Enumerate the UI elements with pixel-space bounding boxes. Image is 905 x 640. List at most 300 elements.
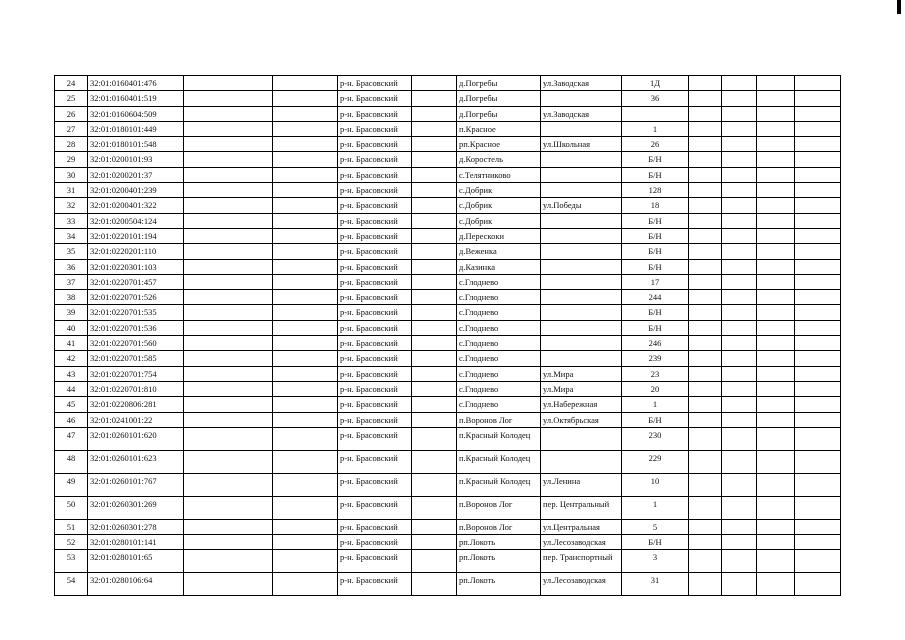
house-number-cell: 1 [622,397,689,412]
empty-cell [412,412,457,427]
cadastral-number-cell: 32:01:0220806:281 [88,397,184,412]
empty-cell [273,305,338,320]
empty-cell [795,121,841,136]
empty-cell [184,198,273,213]
empty-cell [184,320,273,335]
empty-cell [795,152,841,167]
empty-cell [722,305,757,320]
locality-cell: с.Глоднево [457,381,541,396]
empty-cell [273,351,338,366]
locality-cell: с.Глоднево [457,397,541,412]
row-number-cell: 53 [55,550,88,573]
street-cell [541,91,622,106]
cadastral-number-cell: 32:01:0260101:767 [88,473,184,496]
cadastral-number-cell: 32:01:0220701:457 [88,274,184,289]
empty-cell [412,381,457,396]
table-row [55,121,841,136]
table-row [55,198,841,213]
district-cell: р-н. Брасовский [338,183,412,198]
empty-cell [757,244,795,259]
cadastral-number-cell: 32:01:0220701:810 [88,381,184,396]
house-number-cell: 26 [622,137,689,152]
empty-cell [757,336,795,351]
empty-cell [273,427,338,450]
empty-cell [757,183,795,198]
street-cell: ул.Центральная [541,519,622,534]
empty-cell [795,412,841,427]
empty-cell [184,106,273,121]
empty-cell [795,366,841,381]
empty-cell [689,535,722,550]
cadastral-number-cell: 32:01:0220701:535 [88,305,184,320]
house-number-cell: 23 [622,366,689,381]
empty-cell [757,91,795,106]
empty-cell [412,535,457,550]
empty-cell [795,519,841,534]
table-row [55,228,841,243]
empty-cell [184,121,273,136]
empty-cell [184,366,273,381]
street-cell [541,450,622,473]
table-row [55,183,841,198]
empty-cell [689,106,722,121]
locality-cell: п.Красный Колодец [457,450,541,473]
empty-cell [273,213,338,228]
empty-cell [184,397,273,412]
cadastral-number-cell: 32:01:0241001:22 [88,412,184,427]
empty-cell [795,198,841,213]
empty-cell [795,550,841,573]
empty-cell [757,397,795,412]
empty-cell [722,336,757,351]
locality-cell: д.Казинка [457,259,541,274]
empty-cell [757,473,795,496]
empty-cell [795,320,841,335]
street-cell [541,183,622,198]
locality-cell: с.Глоднево [457,336,541,351]
locality-cell: п.Красный Колодец [457,473,541,496]
empty-cell [722,397,757,412]
empty-cell [757,305,795,320]
empty-cell [273,397,338,412]
empty-cell [757,519,795,534]
empty-cell [795,259,841,274]
empty-cell [273,320,338,335]
table-row [55,496,841,519]
district-cell: р-н. Брасовский [338,106,412,121]
house-number-cell: 17 [622,274,689,289]
empty-cell [412,320,457,335]
house-number-cell: 1 [622,121,689,136]
house-number-cell: 230 [622,427,689,450]
empty-cell [795,91,841,106]
empty-cell [757,366,795,381]
empty-cell [273,366,338,381]
empty-cell [757,535,795,550]
cadastral-number-cell: 32:01:0160604:509 [88,106,184,121]
row-number-cell: 35 [55,244,88,259]
district-cell: р-н. Брасовский [338,519,412,534]
empty-cell [795,213,841,228]
house-number-cell: Б/Н [622,228,689,243]
house-number-cell: Б/Н [622,259,689,274]
empty-cell [757,496,795,519]
district-cell: р-н. Брасовский [338,550,412,573]
row-number-cell: 36 [55,259,88,274]
empty-cell [722,519,757,534]
empty-cell [184,290,273,305]
table-row [55,213,841,228]
row-number-cell: 26 [55,106,88,121]
empty-cell [757,106,795,121]
empty-cell [412,427,457,450]
street-cell [541,351,622,366]
house-number-cell: 20 [622,381,689,396]
street-cell [541,259,622,274]
district-cell: р-н. Брасовский [338,152,412,167]
district-cell: р-н. Брасовский [338,573,412,596]
district-cell: р-н. Брасовский [338,213,412,228]
empty-cell [412,259,457,274]
empty-cell [412,351,457,366]
empty-cell [184,76,273,91]
empty-cell [412,183,457,198]
cadastral-number-cell: 32:01:0260301:278 [88,519,184,534]
empty-cell [184,137,273,152]
empty-cell [795,535,841,550]
table-row [55,550,841,573]
district-cell: р-н. Брасовский [338,167,412,182]
row-number-cell: 28 [55,137,88,152]
street-cell [541,244,622,259]
street-cell [541,228,622,243]
cadastral-number-cell: 32:01:0180101:449 [88,121,184,136]
empty-cell [273,198,338,213]
district-cell: р-н. Брасовский [338,121,412,136]
empty-cell [184,535,273,550]
empty-cell [689,320,722,335]
empty-cell [722,121,757,136]
cadastral-number-cell: 32:01:0220701:754 [88,366,184,381]
empty-cell [273,121,338,136]
cadastral-number-cell: 32:01:0180101:548 [88,137,184,152]
house-number-cell: 244 [622,290,689,305]
row-number-cell: 29 [55,152,88,167]
house-number-cell: 246 [622,336,689,351]
locality-cell: с.Глоднево [457,290,541,305]
empty-cell [795,381,841,396]
table-row [55,450,841,473]
street-cell: ул.Победы [541,198,622,213]
empty-cell [722,244,757,259]
empty-cell [689,183,722,198]
empty-cell [273,290,338,305]
empty-cell [795,397,841,412]
empty-cell [689,381,722,396]
table-row [55,573,841,596]
street-cell [541,121,622,136]
empty-cell [689,336,722,351]
empty-cell [184,412,273,427]
empty-cell [273,183,338,198]
street-cell [541,336,622,351]
empty-cell [184,381,273,396]
street-cell [541,305,622,320]
empty-cell [689,259,722,274]
empty-cell [412,336,457,351]
empty-cell [689,228,722,243]
locality-cell: д.Перескоки [457,228,541,243]
district-cell: р-н. Брасовский [338,450,412,473]
empty-cell [722,550,757,573]
empty-cell [184,152,273,167]
empty-cell [184,167,273,182]
empty-cell [273,450,338,473]
empty-cell [412,106,457,121]
locality-cell: рп.Красное [457,137,541,152]
cadastral-number-cell: 32:01:0220701:585 [88,351,184,366]
empty-cell [757,351,795,366]
locality-cell: п.Красное [457,121,541,136]
house-number-cell: 36 [622,91,689,106]
locality-cell: п.Красный Колодец [457,427,541,450]
empty-cell [689,496,722,519]
empty-cell [689,137,722,152]
empty-cell [412,305,457,320]
house-number-cell: 128 [622,183,689,198]
empty-cell [184,228,273,243]
house-number-cell: 239 [622,351,689,366]
empty-cell [722,274,757,289]
cadastral-number-cell: 32:01:0260301:269 [88,496,184,519]
empty-cell [722,351,757,366]
house-number-cell: Б/Н [622,305,689,320]
empty-cell [412,274,457,289]
house-number-cell: 5 [622,519,689,534]
row-number-cell: 41 [55,336,88,351]
locality-cell: п.Воронов Лог [457,519,541,534]
table-row [55,274,841,289]
empty-cell [184,183,273,198]
table-row [55,336,841,351]
locality-cell: д.Погребы [457,91,541,106]
district-cell: р-н. Брасовский [338,397,412,412]
empty-cell [795,228,841,243]
empty-cell [689,244,722,259]
empty-cell [689,427,722,450]
empty-cell [722,290,757,305]
table-row [55,76,841,91]
empty-cell [722,496,757,519]
locality-cell: с.Глоднево [457,320,541,335]
district-cell: р-н. Брасовский [338,274,412,289]
house-number-cell: Б/Н [622,213,689,228]
empty-cell [689,450,722,473]
row-number-cell: 50 [55,496,88,519]
row-number-cell: 30 [55,167,88,182]
empty-cell [273,381,338,396]
house-number-cell: 3 [622,550,689,573]
empty-cell [273,274,338,289]
empty-cell [273,550,338,573]
empty-cell [795,336,841,351]
empty-cell [795,305,841,320]
empty-cell [722,76,757,91]
district-cell: р-н. Брасовский [338,535,412,550]
district-cell: р-н. Брасовский [338,91,412,106]
empty-cell [722,213,757,228]
empty-cell [273,152,338,167]
street-cell: пер. Транспортный [541,550,622,573]
house-number-cell: Б/Н [622,320,689,335]
empty-cell [689,213,722,228]
empty-cell [412,121,457,136]
empty-cell [722,228,757,243]
street-cell: ул.Школьная [541,137,622,152]
district-cell: р-н. Брасовский [338,228,412,243]
row-number-cell: 33 [55,213,88,228]
empty-cell [757,152,795,167]
street-cell: ул.Заводская [541,76,622,91]
table-row [55,473,841,496]
empty-cell [412,450,457,473]
empty-cell [722,535,757,550]
street-cell: ул.Мира [541,381,622,396]
table-row [55,259,841,274]
table-row [55,91,841,106]
empty-cell [273,244,338,259]
empty-cell [412,519,457,534]
empty-cell [412,228,457,243]
table-row [55,305,841,320]
empty-cell [273,76,338,91]
empty-cell [722,259,757,274]
empty-cell [273,496,338,519]
street-cell: ул.Заводская [541,106,622,121]
row-number-cell: 34 [55,228,88,243]
house-number-cell: 18 [622,198,689,213]
empty-cell [273,259,338,274]
empty-cell [722,183,757,198]
empty-cell [795,137,841,152]
house-number-cell: 10 [622,473,689,496]
empty-cell [689,198,722,213]
empty-cell [689,76,722,91]
table-row [55,167,841,182]
street-cell [541,427,622,450]
empty-cell [184,259,273,274]
table-row [55,137,841,152]
table-row [55,290,841,305]
empty-cell [757,274,795,289]
empty-cell [722,473,757,496]
locality-cell: д.Погребы [457,106,541,121]
row-number-cell: 37 [55,274,88,289]
empty-cell [412,366,457,381]
empty-cell [722,137,757,152]
empty-cell [722,573,757,596]
empty-cell [412,496,457,519]
district-cell: р-н. Брасовский [338,137,412,152]
empty-cell [689,366,722,381]
cadastral-number-cell: 32:01:0260101:620 [88,427,184,450]
empty-cell [273,106,338,121]
empty-cell [795,167,841,182]
locality-cell: с.Глоднево [457,366,541,381]
empty-cell [412,213,457,228]
empty-cell [795,427,841,450]
row-number-cell: 47 [55,427,88,450]
empty-cell [689,351,722,366]
district-cell: р-н. Брасовский [338,305,412,320]
cadastral-number-cell: 32:01:0220701:526 [88,290,184,305]
empty-cell [689,305,722,320]
street-cell: пер. Центральный [541,496,622,519]
cadastral-number-cell: 32:01:0200401:322 [88,198,184,213]
empty-cell [689,397,722,412]
locality-cell: с.Добрик [457,198,541,213]
row-number-cell: 43 [55,366,88,381]
row-number-cell: 48 [55,450,88,473]
locality-cell: рп.Локоть [457,535,541,550]
row-number-cell: 45 [55,397,88,412]
empty-cell [757,320,795,335]
empty-cell [722,381,757,396]
row-number-cell: 27 [55,121,88,136]
locality-cell: рп.Локоть [457,573,541,596]
empty-cell [273,535,338,550]
locality-cell: с.Телятниково [457,167,541,182]
row-number-cell: 42 [55,351,88,366]
empty-cell [795,290,841,305]
locality-cell: п.Воронов Лог [457,496,541,519]
house-number-cell: 1 [622,496,689,519]
street-cell [541,274,622,289]
cadastral-number-cell: 32:01:0200401:239 [88,183,184,198]
row-number-cell: 51 [55,519,88,534]
table-row [55,366,841,381]
empty-cell [184,550,273,573]
cadastral-number-cell: 32:01:0220701:536 [88,320,184,335]
cadastral-number-cell: 32:01:0220701:560 [88,336,184,351]
empty-cell [184,336,273,351]
row-number-cell: 54 [55,573,88,596]
empty-cell [184,213,273,228]
empty-cell [184,274,273,289]
table-row [55,152,841,167]
table-row [55,320,841,335]
empty-cell [795,351,841,366]
empty-cell [757,121,795,136]
empty-cell [412,91,457,106]
street-cell: ул.Ленина [541,473,622,496]
empty-cell [689,91,722,106]
empty-cell [722,198,757,213]
district-cell: р-н. Брасовский [338,366,412,381]
table-row [55,519,841,534]
table-row [55,244,841,259]
row-number-cell: 38 [55,290,88,305]
empty-cell [412,152,457,167]
empty-cell [795,274,841,289]
empty-cell [184,473,273,496]
cadastral-number-cell: 32:01:0200201:37 [88,167,184,182]
empty-cell [722,450,757,473]
row-number-cell: 46 [55,412,88,427]
empty-cell [757,198,795,213]
empty-cell [412,137,457,152]
district-cell: р-н. Брасовский [338,290,412,305]
